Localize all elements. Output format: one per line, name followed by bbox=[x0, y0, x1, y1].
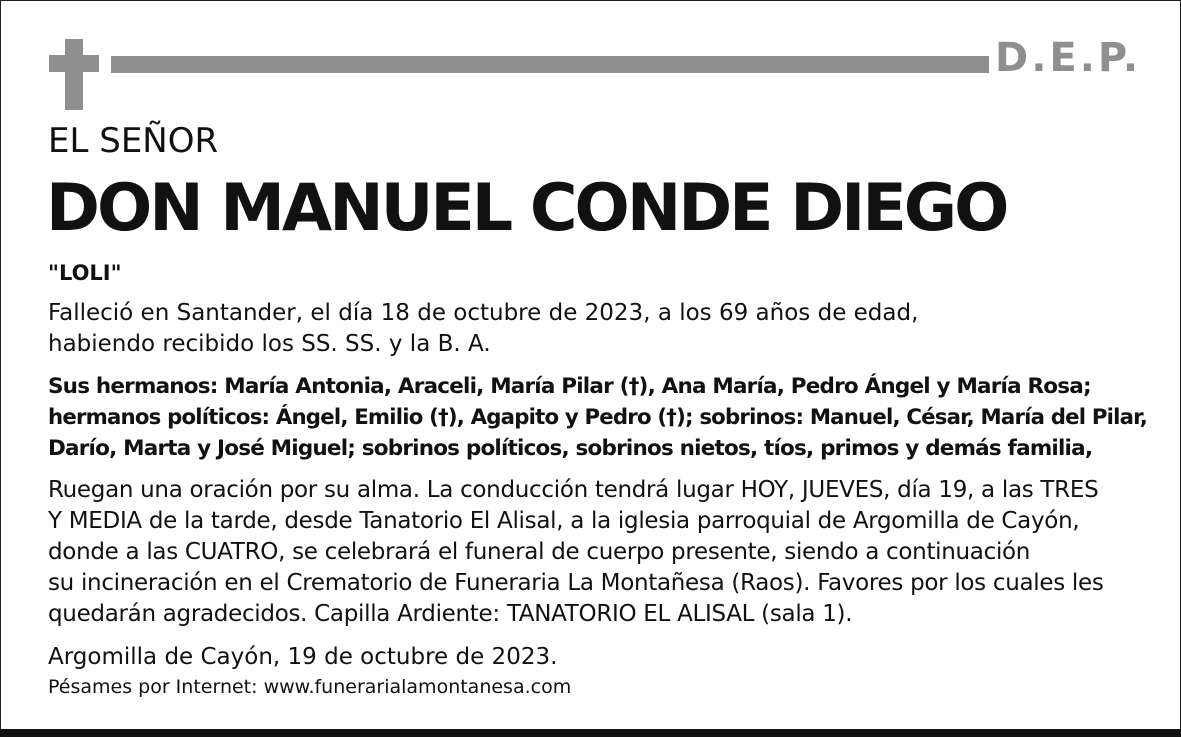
place-date bbox=[48, 642, 1158, 673]
death-statement bbox=[48, 298, 1158, 360]
place-date-line: Argomilla de Cayón, 19 de octubre de 2023. bbox=[48, 644, 558, 670]
header-divider bbox=[111, 56, 989, 73]
deceased-name: DON MANUEL CONDE DIEGO bbox=[46, 171, 1007, 246]
death-line: Falleció en Santander, el día 18 de octubre de 2023, a los 69 años de edad, bbox=[48, 300, 919, 326]
nickname: "LOLI" bbox=[48, 261, 122, 285]
honorific: EL SEÑOR bbox=[48, 121, 219, 161]
cross-icon bbox=[49, 39, 99, 110]
condolences-website: Pésames por Internet: www.funerarialamontanesa.com bbox=[48, 676, 572, 698]
service-line: quedarán agradecidos. Capilla Ardiente: TANATORIO EL ALISAL (sala 1). bbox=[48, 601, 853, 627]
service-line: su incineración en el Crematorio de Funeraria La Montañesa (Raos). Favores por los cuales les bbox=[48, 570, 1104, 596]
family-list bbox=[48, 371, 1158, 464]
dep-label: D.E.P. bbox=[995, 35, 1142, 81]
family-line: hermanos políticos: Ángel, Emilio (†), Agapito y Pedro (†); sobrinos: Manuel, César, María del Pilar, bbox=[48, 405, 1147, 430]
family-line: Darío, Marta y José Miguel; sobrinos políticos, sobrinos nietos, tíos, primos y demás familia, bbox=[48, 436, 1093, 461]
family-line: Sus hermanos: María Antonia, Araceli, María Pilar (†), Ana María, Pedro Ángel y María Rosa; bbox=[48, 374, 1091, 399]
bottom-rule bbox=[0, 729, 1181, 737]
death-line: habiendo recibido los SS. SS. y la B. A. bbox=[48, 331, 491, 357]
service-line: donde a las CUATRO, se celebrará el funeral de cuerpo presente, siendo a continuación bbox=[48, 539, 1031, 565]
service-line: Y MEDIA de la tarde, desde Tanatorio El Alisal, a la iglesia parroquial de Argomilla de Cayón, bbox=[48, 508, 1080, 534]
service-details bbox=[48, 475, 1158, 630]
service-line: Ruegan una oración por su alma. La conducción tendrá lugar HOY, JUEVES, día 19, a las TRES bbox=[48, 477, 1099, 503]
